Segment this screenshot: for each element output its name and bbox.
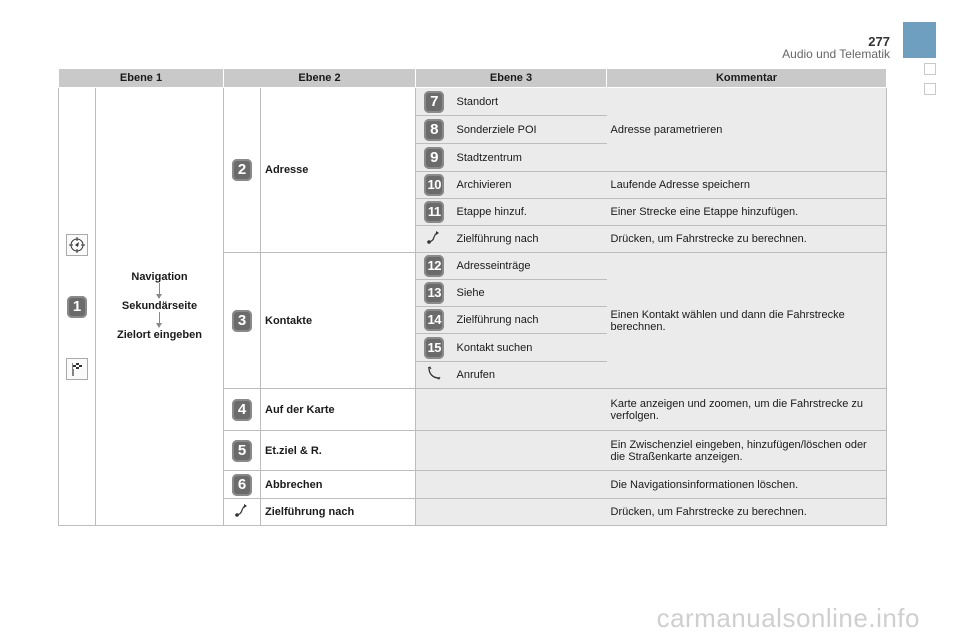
level3-icon-cell xyxy=(416,362,453,389)
comment: Laufende Adresse speichern xyxy=(607,172,887,199)
level3-label: Siehe xyxy=(453,280,607,307)
level3-badge-cell xyxy=(416,253,453,280)
level2-icon-cell xyxy=(224,499,261,526)
target-icon xyxy=(66,234,88,256)
level3-label: Zielführung nach xyxy=(453,226,607,253)
level3-badge-cell xyxy=(416,88,453,116)
step-badge: 4 xyxy=(232,399,252,421)
level2-label: Adresse xyxy=(261,88,416,253)
step-badge: 12 xyxy=(424,255,444,277)
level2-label: Kontakte xyxy=(261,253,416,389)
level3-badge-cell xyxy=(416,280,453,307)
step-badge: 14 xyxy=(424,309,444,331)
level3-label: Adresseinträge xyxy=(453,253,607,280)
arrow-down-icon xyxy=(159,283,160,295)
step-badge: 2 xyxy=(232,159,252,181)
nav-step: Zielort eingeben xyxy=(117,329,202,341)
step-badge: 13 xyxy=(424,282,444,304)
level3-label: Standort xyxy=(453,88,607,116)
step-badge: 5 xyxy=(232,440,252,462)
tab-marker xyxy=(924,83,936,95)
level2-badge-cell xyxy=(224,471,261,499)
level3-badge-cell xyxy=(416,307,453,334)
comment: Drücken, um Fahrstrecke zu berechnen. xyxy=(607,226,887,253)
comment: Karte anzeigen und zoomen, um die Fahrstrecke zu verfolgen. xyxy=(607,389,887,431)
step-badge: 11 xyxy=(424,201,444,223)
column-header: Ebene 2 xyxy=(224,69,416,88)
level2-label: Auf der Karte xyxy=(261,389,416,431)
column-header: Kommentar xyxy=(607,69,887,88)
phone-icon xyxy=(426,368,442,385)
step-badge: 9 xyxy=(424,147,444,169)
section-title: Audio und Telematik xyxy=(782,47,890,61)
chapter-tab xyxy=(903,22,936,58)
comment: Einen Kontakt wählen und dann die Fahrstrecke berechnen. xyxy=(607,253,887,389)
comment: Adresse parametrieren xyxy=(607,88,887,172)
route-icon xyxy=(425,232,443,249)
level3-icon-cell xyxy=(416,226,453,253)
level3-empty xyxy=(416,499,607,526)
level2-badge-cell xyxy=(224,88,261,253)
level3-badge-cell xyxy=(416,116,453,144)
nav-step: Sekundärseite xyxy=(121,300,198,312)
level1-path xyxy=(96,88,224,526)
level3-badge-cell xyxy=(416,144,453,172)
comment: Drücken, um Fahrstrecke zu berechnen. xyxy=(607,499,887,526)
nav-step: Navigation xyxy=(131,271,188,283)
step-badge: 8 xyxy=(424,119,444,141)
menu-table xyxy=(58,68,887,526)
flag-icon xyxy=(66,358,88,380)
level2-label: Zielführung nach xyxy=(261,499,416,526)
level3-label: Sonderziele POI xyxy=(453,116,607,144)
level2-badge-cell xyxy=(224,253,261,389)
comment: Einer Strecke eine Etappe hinzufügen. xyxy=(607,199,887,226)
level3-label: Archivieren xyxy=(453,172,607,199)
comment: Ein Zwischenziel eingeben, hinzufügen/löschen oder die Straßenkarte anzeigen. xyxy=(607,431,887,471)
level3-empty xyxy=(416,431,607,471)
level1-icon-cell xyxy=(59,88,96,526)
step-badge: 3 xyxy=(232,310,252,332)
route-icon xyxy=(233,505,251,522)
level2-label: Et.ziel & R. xyxy=(261,431,416,471)
level3-label: Anrufen xyxy=(453,362,607,389)
level2-badge-cell xyxy=(224,389,261,431)
step-badge: 10 xyxy=(424,174,444,196)
tab-marker xyxy=(924,63,936,75)
column-header: Ebene 3 xyxy=(416,69,607,88)
step-badge: 7 xyxy=(424,91,444,113)
step-badge: 15 xyxy=(424,337,444,359)
level2-badge-cell xyxy=(224,431,261,471)
column-header: Ebene 1 xyxy=(59,69,224,88)
level2-label: Abbrechen xyxy=(261,471,416,499)
level3-label: Stadtzentrum xyxy=(453,144,607,172)
level3-badge-cell xyxy=(416,199,453,226)
watermark: carmanualsonline.info xyxy=(656,603,920,633)
level3-badge-cell xyxy=(416,334,453,362)
comment: Die Navigationsinformationen löschen. xyxy=(607,471,887,499)
level3-label: Zielführung nach xyxy=(453,307,607,334)
arrow-down-icon xyxy=(159,312,160,324)
level3-label: Etappe hinzuf. xyxy=(453,199,607,226)
level3-empty xyxy=(416,471,607,499)
step-badge: 6 xyxy=(232,474,252,496)
step-badge: 1 xyxy=(67,296,87,318)
level3-empty xyxy=(416,389,607,431)
page-number: 277 xyxy=(868,34,890,49)
level3-label: Kontakt suchen xyxy=(453,334,607,362)
level3-badge-cell xyxy=(416,172,453,199)
